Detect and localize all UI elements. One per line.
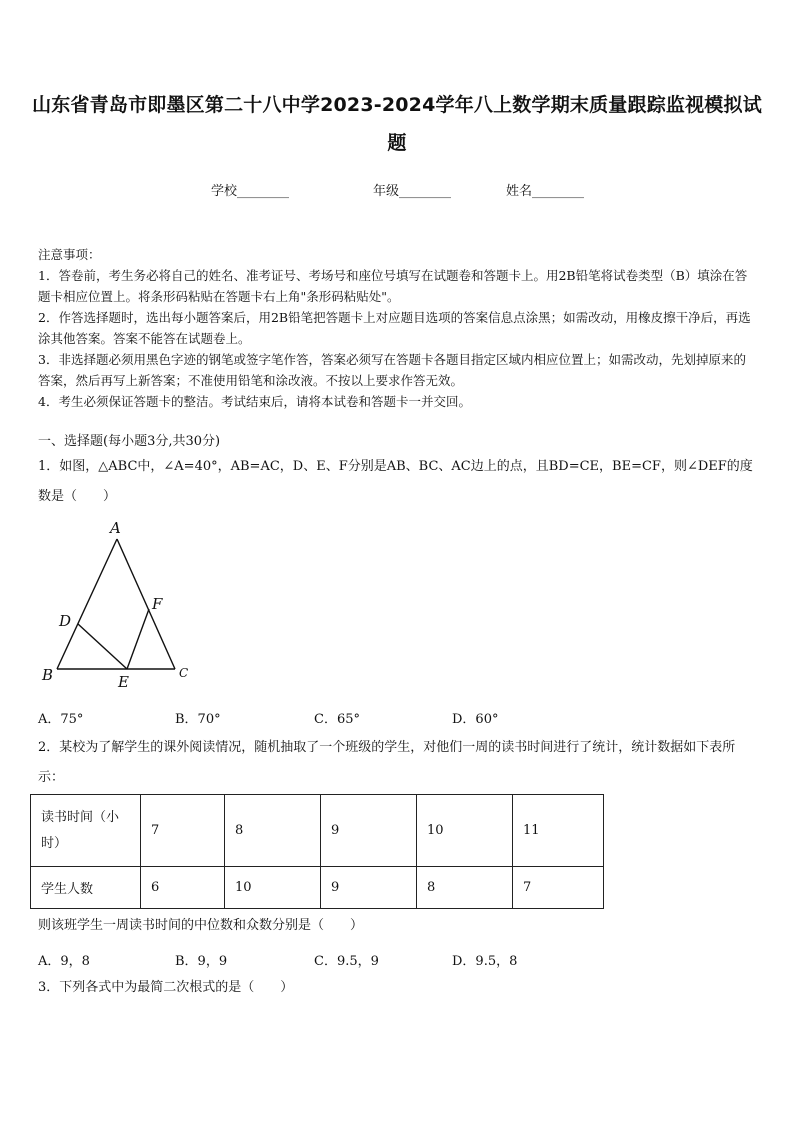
table-cell: 学生人数 [31, 867, 141, 909]
triangle-figure [34, 514, 204, 694]
option-d: D．60° [452, 712, 499, 727]
table-cell: 7 [513, 867, 604, 909]
section-heading: 一、选择题(每小题3分,共30分) [38, 434, 221, 449]
label-f: F [152, 595, 163, 613]
label-e: E [118, 673, 129, 691]
table-cell: 10 [417, 795, 513, 867]
option-c: C．65° [314, 712, 360, 727]
question-1-stem: 1．如图，△ABC中，∠A=40°，AB=AC，D、E、F分别是AB、BC、AC边上的点，且BD=CE，BE=CF，则∠DEF的度数是（ ） [38, 459, 753, 504]
table-cell: 6 [141, 867, 225, 909]
note-item: 2．作答选择题时，选出每小题答案后，用2B铅笔把答题卡上对应题目选项的答案信息点涂黑；如需改动，用橡皮擦干净后，再选涂其他答案。答案不能答在试题卷上。 [38, 310, 751, 346]
option-c: C．9.5，9 [314, 954, 379, 969]
option-d: D．9.5，8 [452, 954, 518, 969]
table-cell: 8 [417, 867, 513, 909]
note-item: 1．答卷前，考生务必将自己的姓名、准考证号、考场号和座位号填写在试题卷和答题卡上。用2B铅笔将试卷类型（B）填涂在答题卡相应位置上。将条形码粘贴在答题卡右上角"条形码粘贴处"。 [38, 268, 748, 304]
table-cell: 10 [225, 867, 321, 909]
option-b: B．9，9 [175, 954, 228, 969]
label-a: A [110, 519, 121, 537]
table-cell: 9 [321, 867, 417, 909]
label-b: B [42, 666, 54, 684]
question-3-stem: 3．下列各式中为最简二次根式的是（ ） [38, 980, 294, 995]
name-field: 姓名________ [506, 184, 585, 199]
school-field: 学校________ [211, 184, 290, 199]
segment-ef [127, 609, 149, 669]
notes-heading: 注意事项： [38, 247, 101, 262]
note-item: 4．考生必须保证答题卡的整洁。考试结束后，请将本试卷和答题卡一并交回。 [38, 394, 471, 409]
table-cell: 9 [321, 795, 417, 867]
note-item: 3．非选择题必须用黑色字迹的钢笔或签字笔作答，答案必须写在答题卡各题目指定区域内相应位置上；如需改动，先划掉原来的答案，然后再写上新答案；不准使用铅笔和涂改液。不按以上要求作答无效。 [38, 352, 746, 388]
reading-time-table [30, 794, 604, 909]
side-ab [57, 539, 117, 669]
question-2-stem: 2．某校为了解学生的课外阅读情况，随机抽取了一个班级的学生，对他们一周的读书时间进行了统计，统计数据如下表所示： [38, 740, 736, 785]
label-c: C [179, 666, 189, 680]
option-a: A．75° [38, 712, 84, 727]
table-row [31, 795, 604, 867]
side-ac [117, 539, 175, 669]
table-cell: 7 [141, 795, 225, 867]
question-2-prompt: 则该班学生一周读书时间的中位数和众数分别是（ ） [38, 918, 364, 933]
option-b: B．70° [175, 712, 221, 727]
table-cell: 11 [513, 795, 604, 867]
segment-de [78, 624, 127, 669]
grade-field: 年级________ [373, 184, 452, 199]
page-title: 山东省青岛市即墨区第二十八中学2023-2024学年八上数学期末质量跟踪监视模拟试题 [32, 94, 762, 154]
table-cell: 读书时间（小时） [31, 795, 141, 867]
table-row [31, 867, 604, 909]
label-d: D [59, 612, 72, 630]
option-a: A．9，8 [38, 954, 90, 969]
exam-notes [38, 244, 758, 412]
table-cell: 8 [225, 795, 321, 867]
